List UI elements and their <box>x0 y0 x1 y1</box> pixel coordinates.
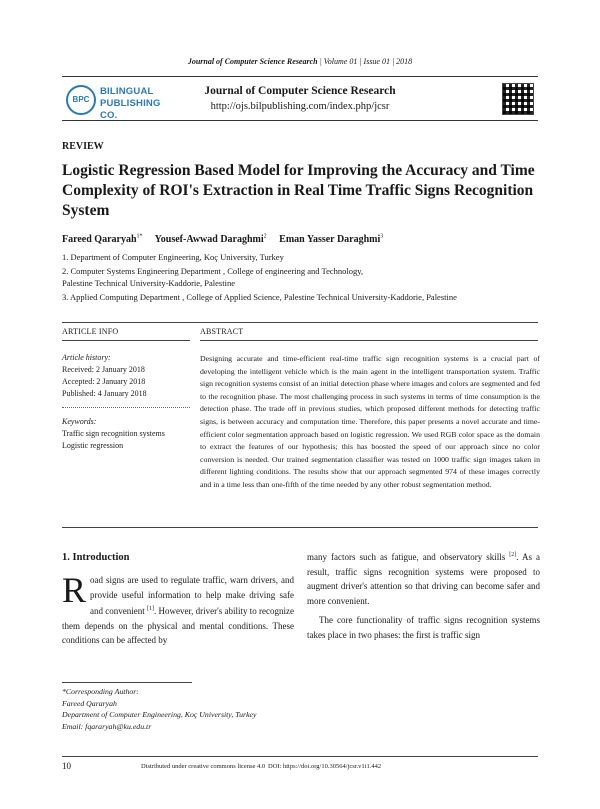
publisher-logo-icon: BPC <box>66 85 96 115</box>
journal-banner <box>62 76 538 121</box>
keyword: Traffic sign recognition systems <box>62 429 165 438</box>
footnote-dept: Department of Computer Engineering, Koç University, Turkey <box>62 710 257 720</box>
author-name: Eman Yasser Daraghmi <box>279 234 381 246</box>
article-info-heading: ARTICLE INFO <box>62 327 119 336</box>
abstract-text: Designing accurate and time-efficient real-time traffic sign recognition systems is a crucial part of developing the intelligent vehicle which is the main agent in the intelligent transportation system. Traffic sign recognition systems consist of an initial detection phase where images and colors are segmented and fed to the recognition phase. The most challenging process in such systems in terms of time consumption is the detection phase. The trade off in previous studies, which proposed different methods for detecting traffic signs, is between accuracy and computation time. Therefore, this paper presents a novel accurate and time-efficient color segmentation approach based on logistic regression. We used RGB color space as the domain to extract the features of our hypothesis; this has boosted the speed of our approach since no color conversion is needed. Our trained segmentation classifier was tested on 1000 traffic sign images taken in different lighting conditions. The results show that our approach segmented 974 of these images correctly and in a time less than one-fifth of the time needed by any other robust segmentation method. <box>200 354 540 489</box>
received-date: Received: 2 January 2018 <box>62 365 145 374</box>
divider <box>62 527 538 528</box>
running-head-issue: | Volume 01 | Issue 01 | 2018 <box>317 57 413 66</box>
keywords <box>62 416 165 452</box>
footnote-divider <box>62 682 192 683</box>
page-number: 10 <box>62 761 71 771</box>
keywords-label <box>62 416 165 428</box>
affiliation: 1. Department of Computer Engineering, Koç University, Turkey <box>62 252 284 262</box>
citation-link[interactable]: [1] <box>147 606 155 613</box>
intro-text: many factors such as fatigue, and observatory skills <box>307 552 510 562</box>
qr-code-icon <box>502 83 534 115</box>
divider <box>62 340 190 341</box>
keyword: Logistic regression <box>62 441 124 450</box>
footnote-email[interactable]: Email: fqararyah@ku.edu.tr <box>62 721 152 731</box>
intro-text: . As a result, traffic signs recognition systems were proposed to augment driver's attention so that driving can become safer and more convenient. <box>307 552 541 606</box>
intro-text: oad signs are used to regulate traffic, warn drivers, and provide useful information to help make driving safe and convenient <box>90 575 294 617</box>
body-column-right <box>307 548 540 643</box>
running-head-journal: Journal of Computer Science Research <box>187 57 318 66</box>
doi-link[interactable]: DOI: https://doi.org/10.30564/jcsr.v1i1.442 <box>268 763 382 770</box>
running-head <box>0 57 600 66</box>
divider <box>62 407 190 408</box>
keywords-label-text: Keywords: <box>62 417 97 426</box>
paragraph: The core functionality of traffic signs recognition systems takes place in two phases: the first is traffic sign <box>307 615 540 640</box>
section-heading-introduction: 1. Introduction <box>62 552 130 563</box>
author <box>155 234 267 245</box>
author-affil-mark: 3 <box>380 234 384 240</box>
logo-line-1: BILINGUAL <box>100 86 154 97</box>
author <box>279 234 383 245</box>
dropcap: R <box>62 570 87 610</box>
corresponding-author-note <box>62 686 256 732</box>
intro-text: . However, driver's ability to recognize them depends on the physical and mental conditions. These conditions can be affected by <box>62 606 294 646</box>
footnote-label: *Corresponding Author: <box>62 687 139 696</box>
article-type: REVIEW <box>62 141 104 152</box>
footnote-name: Fareed Qararyah <box>62 698 117 708</box>
journal-url-link[interactable]: http://ojs.bilpublishing.com/index.php/jcsr <box>210 101 390 112</box>
article-title: Logistic Regression Based Model for Improving the Accuracy and Time Complexity of ROI's Extraction in Real Time Traffic Signs Recognition System <box>62 162 535 219</box>
author-name: Fareed Qararyah <box>62 234 137 246</box>
affiliations <box>62 251 542 305</box>
author <box>62 234 143 245</box>
author-affil-mark: 2 <box>263 234 267 240</box>
affiliation: 2. Computer Systems Engineering Department , College of engineering and Technology, <box>62 266 364 276</box>
accepted-date: Accepted: 2 January 2018 <box>62 377 146 386</box>
published-date: Published: 4 January 2018 <box>62 389 147 398</box>
body-column-left <box>62 570 294 648</box>
affiliation: Palestine Technical University-Kaddorie, Palestine <box>62 278 235 288</box>
history-label <box>62 352 147 364</box>
author-name: Yousef-Awwad Daraghmi <box>154 234 264 246</box>
abstract-heading: ABSTRACT <box>200 327 244 336</box>
logo-line-2: PUBLISHING CO. <box>100 98 161 121</box>
license-text: Distributed under creative commons license 4.0 <box>141 763 266 770</box>
affiliation: 3. Applied Computing Department , College of Applied Science, Palestine Technical University-Kaddorie, Palestine <box>62 292 457 302</box>
banner-journal-title: Journal of Computer Science Research <box>204 85 396 97</box>
history-label-text: Article history: <box>62 353 111 362</box>
page-footer <box>62 756 538 770</box>
paragraph <box>307 548 540 608</box>
divider <box>62 322 538 323</box>
author-list <box>62 234 393 245</box>
author-affil-mark: 1* <box>136 234 143 240</box>
citation-link[interactable]: [2] <box>509 552 517 558</box>
article-history <box>62 352 147 400</box>
divider <box>200 340 538 341</box>
